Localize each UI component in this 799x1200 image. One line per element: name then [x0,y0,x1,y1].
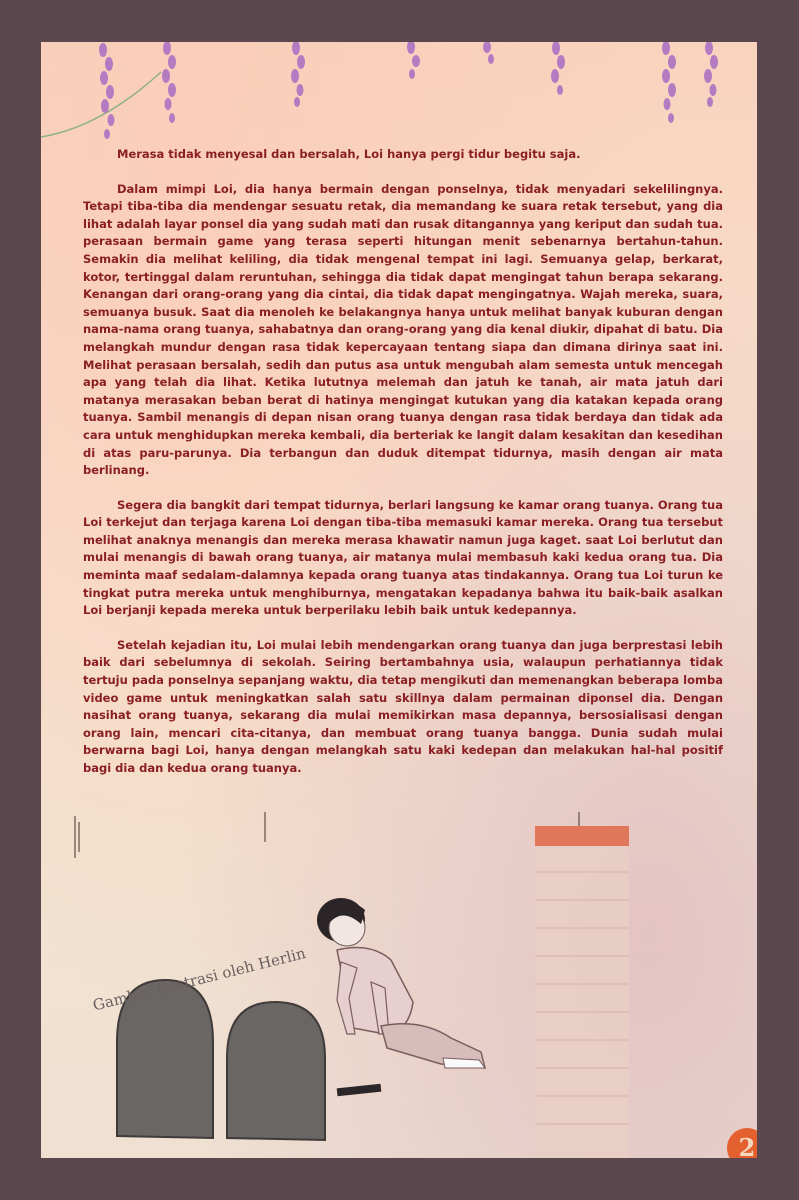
lavender-sprig-3 [291,42,305,107]
lavender-decoration [41,42,757,152]
lavender-sprig-7 [662,42,676,123]
paragraph-3: Segera dia bangkit dari tempat tidurnya, berlari langsung ke kamar orang tuanya. Orang tua Loi terkejut dan terjaga karena Loi dengan tiba-tiba memasuki kamar mereka. Orang tua tersebut melihat anaknya menangis dan mereka merasa khawatir namun juga kaget. saat Loi berlutut dan mulai menangis di bawah orang tuanya, air matanya mulai membasuh kaki kedua orang tua. Dia meminta maaf sedalam-dalamnya kepada orang tuanya atas tindakannya. Orang tua Loi turun ke tingkat putra mereka untuk menghiburnya, mengatakan kepadanya bahwa itu baik-baik asalkan Loi berjanji kepada mereka untuk berperilaku lebih baik untuk kedepannya. [83,497,723,618]
lavender-sprig-1 [99,43,115,139]
page-number-badge: 2 [727,1128,757,1158]
illustration-credit: Gambar Ilustrasi oleh Herlin [91,944,308,1015]
lavender-sprig-6 [551,42,565,95]
brick-pillar [535,826,629,1158]
paragraph-4: Setelah kejadian itu, Loi mulai lebih mendengarkan orang tuanya dan juga berprestasi lebih baik dari sebelumnya di sekolah. Seiring bertambahnya usia, walaupun perhatiannya tidak tertuju pada ponselnya sepanjang waktu, dia tetap mengikuti dan memenangkan beberapa lomba video game untuk meningkatkan salah satu skillnya dalam permainan diponsel dia. Dengan nasihat orang tuanya, sekarang dia mulai memikirkan masa depannya, bersosialisasi dengan orang lain, mencari cita-citanya, dan membuat orang tuanya bangga. Dunia sudah mulai berwarna bagi Loi, hanya dengan melangkah satu kaki kedepan dan melakukan hal-hal positif bagi dia dan kedua orang tuanya. [83,637,723,775]
lavender-sprig-5 [483,42,494,64]
lavender-sprig-2 [162,42,176,123]
lavender-sprig-4 [407,42,420,79]
story-text [83,146,723,795]
lavender-sprig-8 [704,42,718,107]
paragraph-2: Dalam mimpi Loi, dia hanya bermain dengan ponselnya, tidak menyadari sekelilingnya. Tetapi tiba-tiba dia mendengar sesuatu retak, dia memandang ke suara retak tersebut, yang dia lihat adalah layar ponsel dia yang sudah mati dan rusak ditangannya yang keriput dan sudah tua. perasaan bermain game yang terasa seperti hitungan menit sebenarnya bertahun-tahun. Semakin dia melihat keliling, dia tidak mengenal tempat ini lagi. Semuanya gelap, berkarat, kotor, tertinggal dalam reruntuhan, sehingga dia tidak dapat mengingat tahun berapa sekarang. Kenangan dari orang-orang yang dia cintai, dia tidak dapat mengingatnya. Wajah mereka, suara, semuanya busuk. Saat dia menoleh ke belakangnya hanya untuk melihat banyak kuburan dengan nama-nama orang tuanya, sahabatnya dan orang-orang yang dia kenal diukir, dipahat di batu. Dia melangkah mundur dengan rasa tidak kepercayaan tentang siapa dan dimana dirinya saat ini. Melihat perasaan bersalah, sedih dan putus asa untuk mengubah alam semesta untuk mencegah apa yang telah dia lihat. Ketika lututnya melemah dan jatuh ke tanah, air mata jatuh dari matanya merasakan beban berat di hatinya mengingat kutukan yang dia katakan kepada orang tuanya. Sambil menangis di depan nisan orang tuanya dengan rasa tidak berdaya dan tidak ada cara untuk menghidupkan mereka kembali, dia berteriak ke langit dalam kesakitan dan kesedihan di atas paru-parunya. Dia terbangun dan duduk ditempat tidurnya, masih dengan air mata berlinang. [83,181,723,478]
story-illustration [41,802,757,1158]
book-page [41,42,757,1158]
paragraph-1: Merasa tidak menyesal dan bersalah, Loi hanya pergi tidur begitu saja. [117,147,581,161]
